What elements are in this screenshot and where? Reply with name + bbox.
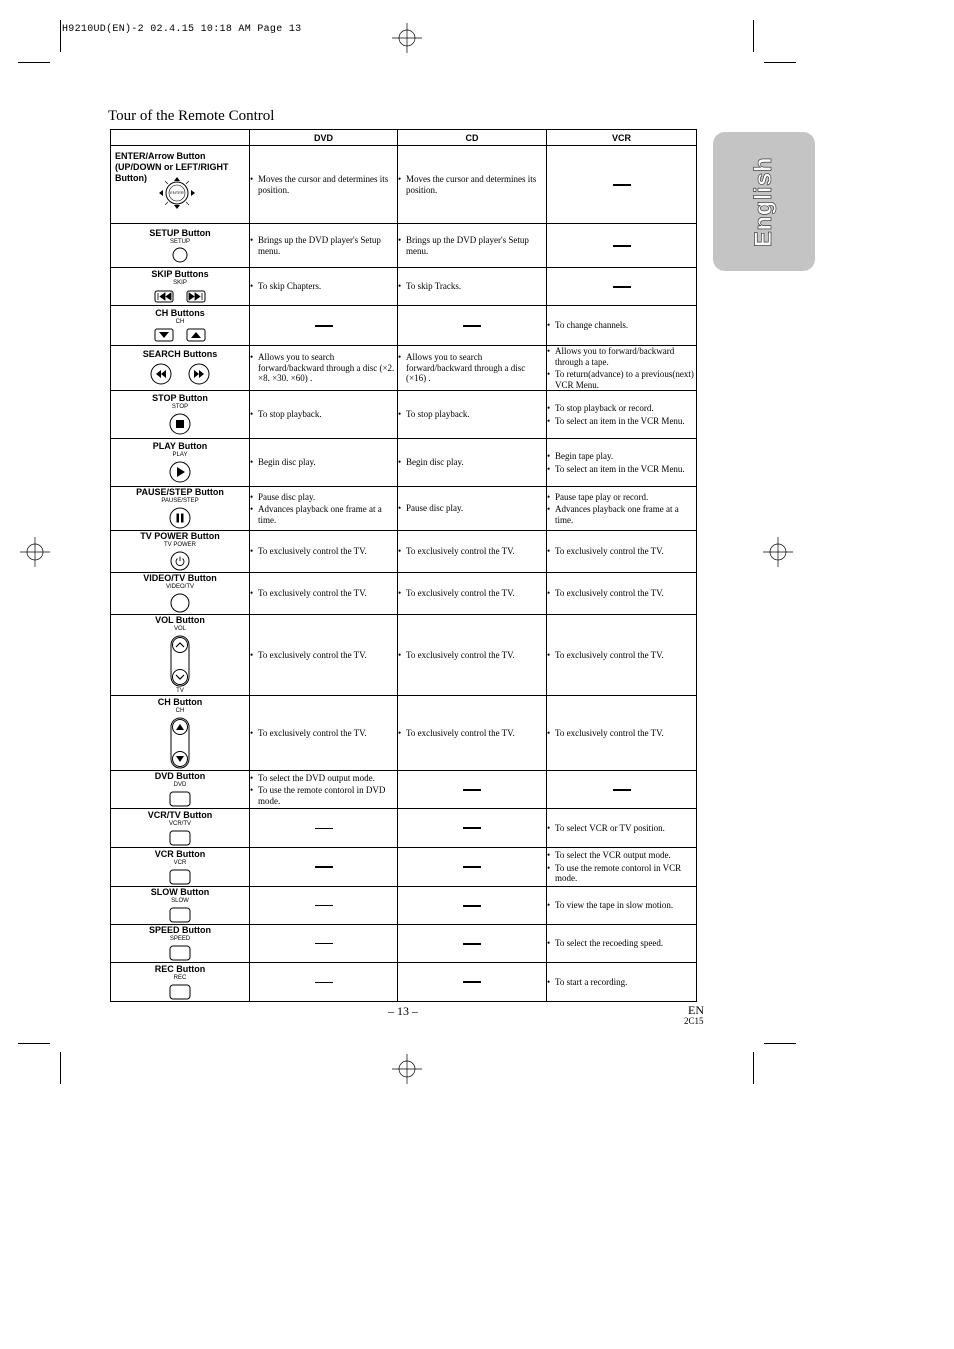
table-row [111, 439, 697, 487]
description-item: • To exclusively control the TV. [547, 650, 696, 661]
not-applicable-dash [463, 866, 481, 868]
ch-buttons-icon [148, 327, 212, 343]
button-cell [111, 439, 250, 487]
description-item: • To skip Chapters. [250, 281, 397, 292]
description-item: • To select an item in the VCR Menu. [547, 416, 696, 427]
button-cell [111, 771, 250, 809]
not-applicable-dash [463, 827, 481, 829]
button-cell [111, 887, 250, 925]
dvd-cell [250, 306, 398, 346]
language-code: EN [688, 1003, 704, 1017]
crop-mark [60, 20, 61, 52]
button-cell [111, 696, 250, 771]
dvd-cell [250, 487, 398, 531]
cd-cell [398, 531, 547, 573]
button-cell [111, 531, 250, 573]
description-item: • To exclusively control the TV. [250, 588, 397, 599]
cd-cell [398, 487, 547, 531]
button-name: ENTER/Arrow Button [115, 151, 206, 161]
table-row [111, 306, 697, 346]
button-name: SKIP Buttons [151, 269, 209, 279]
table-row [111, 346, 697, 391]
button-name: CH Button [157, 696, 203, 707]
description-item: • To exclusively control the TV. [250, 728, 397, 739]
vcr-cell [547, 771, 697, 809]
not-applicable-dash [613, 789, 631, 791]
button-caption: VCR [173, 859, 187, 866]
table-row [111, 573, 697, 615]
description-item: • To select the recoeding speed. [547, 938, 696, 949]
table-row [111, 391, 697, 439]
not-applicable-dash [613, 286, 631, 288]
remote-control-table [110, 129, 697, 1002]
vcr-cell [547, 848, 697, 887]
description-item: • To exclusively control the TV. [398, 650, 546, 661]
cd-cell [398, 887, 547, 925]
description-item: • To select an item in the VCR Menu. [547, 464, 696, 475]
description-item: • To exclusively control the TV. [398, 546, 546, 557]
description-item: • Allows you to search forward/backward through a disc (×16) . [398, 352, 546, 384]
description-item: • To stop playback. [250, 409, 397, 420]
table-row [111, 268, 697, 306]
description-item: • Advances playback one frame at a time. [250, 504, 397, 525]
button-caption: PAUSE/STEP [161, 498, 199, 504]
description-item: • To use the remote contorol in DVD mode. [250, 785, 397, 806]
button-caption: TV POWER [163, 542, 196, 548]
button-caption: SKIP [173, 280, 187, 286]
button-cell [111, 848, 250, 887]
vcr-cell [547, 487, 697, 531]
description-item: • To exclusively control the TV. [250, 650, 397, 661]
dvd-cell [250, 696, 398, 771]
button-caption: SLOW [171, 898, 189, 904]
not-applicable-dash [463, 981, 481, 983]
button-name: VIDEO/TV Button [143, 573, 217, 583]
vcr-button-icon [163, 868, 197, 886]
button-name: Button) [115, 173, 147, 183]
description-item: • To change channels. [547, 320, 696, 331]
not-applicable-dash [613, 245, 631, 247]
table-row [111, 771, 697, 809]
description-item: • To exclusively control the TV. [398, 728, 546, 739]
description-item: • Begin tape play. [547, 451, 696, 462]
crop-mark [18, 62, 50, 63]
description-item: • To exclusively control the TV. [547, 588, 696, 599]
button-name: VOL Button [155, 615, 205, 625]
table-row [111, 963, 697, 1002]
description-item: • To start a recording. [547, 977, 696, 988]
enter-label: ENTER [170, 190, 184, 195]
vcr-cell [547, 268, 697, 306]
dvd-cell [250, 146, 398, 224]
not-applicable-dash [463, 905, 481, 907]
skip-buttons-icon [148, 288, 212, 304]
dvd-cell [250, 224, 398, 268]
cd-cell [398, 963, 547, 1002]
vcr-cell [547, 224, 697, 268]
vcr-cell [547, 615, 697, 696]
description-item: • To exclusively control the TV. [398, 588, 546, 599]
not-applicable-dash [315, 905, 333, 906]
description-item: • To return(advance) to a previous(next) VCR Menu. [547, 369, 696, 390]
dvd-cell [250, 615, 398, 696]
cd-cell [398, 224, 547, 268]
enter-dial-icon [149, 173, 205, 218]
speed-button-icon [163, 944, 197, 962]
table-row [111, 146, 697, 224]
setup-button-icon [170, 247, 190, 263]
cd-cell [398, 848, 547, 887]
button-cell [111, 809, 250, 848]
cd-cell [398, 146, 547, 224]
vcr-cell [547, 925, 697, 963]
table-row [111, 925, 697, 963]
description-item: • Allows you to search forward/backward through a disc (×2. ×8. ×30. ×60) . [250, 352, 397, 384]
button-cell [111, 391, 250, 439]
button-caption: TV [176, 688, 184, 694]
power-icon [169, 550, 191, 572]
vcr-cell [547, 809, 697, 848]
crop-mark [753, 20, 754, 52]
pause-icon [168, 506, 192, 530]
description-item: • To view the tape in slow motion. [547, 900, 696, 911]
dvd-cell [250, 887, 398, 925]
not-applicable-dash [315, 982, 333, 983]
description-item: • Allows you to forward/backward through a tape. [547, 346, 696, 367]
table-row [111, 531, 697, 573]
rec-button-icon [163, 983, 197, 1001]
table-row [111, 696, 697, 771]
vcr-cell [547, 531, 697, 573]
button-cell [111, 346, 250, 391]
button-caption: DVD [173, 782, 187, 788]
print-header: H9210UD(EN)-2 02.4.15 10:18 AM Page 13 [62, 24, 302, 35]
description-item: • To select the DVD output mode. [250, 773, 397, 784]
description-item: • To stop playback or record. [547, 403, 696, 414]
button-cell [111, 963, 250, 1002]
registration-mark-icon [20, 537, 50, 567]
cd-cell [398, 696, 547, 771]
not-applicable-dash [315, 866, 333, 868]
dvd-cell [250, 268, 398, 306]
description-item: • Pause tape play or record. [547, 492, 696, 503]
description-item: • Begin disc play. [250, 457, 397, 468]
column-header-cd: CD [398, 130, 547, 146]
table-row [111, 848, 697, 887]
vcr-cell [547, 346, 697, 391]
description-item: • Begin disc play. [398, 457, 546, 468]
cd-cell [398, 615, 547, 696]
not-applicable-dash [463, 943, 481, 945]
button-cell [111, 268, 250, 306]
button-caption: VIDEO/TV [165, 584, 194, 590]
table-row [111, 224, 697, 268]
column-header-button [111, 130, 250, 146]
button-cell [111, 306, 250, 346]
description-item: • Pause disc play. [250, 492, 397, 503]
dvd-cell [250, 391, 398, 439]
button-name: DVD Button [154, 771, 206, 781]
cd-cell [398, 925, 547, 963]
button-caption: CH [175, 319, 185, 325]
cd-cell [398, 306, 547, 346]
dvd-cell [250, 573, 398, 615]
page-title: Tour of the Remote Control [108, 108, 275, 124]
button-caption: SETUP [169, 239, 190, 245]
table-row [111, 615, 697, 696]
dvd-cell [250, 531, 398, 573]
vcr-cell [547, 146, 697, 224]
button-name: VCR/TV Button [147, 809, 213, 820]
page-number: – 13 – [388, 1004, 418, 1018]
button-caption: VCR/TV [168, 820, 191, 827]
vcr-cell [547, 887, 697, 925]
cd-cell [398, 771, 547, 809]
dvd-cell [250, 809, 398, 848]
vcr-cell [547, 696, 697, 771]
button-name: VCR Button [154, 848, 206, 859]
dvd-cell [250, 771, 398, 809]
crop-mark [764, 1043, 796, 1044]
table-row [111, 809, 697, 848]
description-item: • Brings up the DVD player's Setup menu. [250, 235, 397, 256]
cd-cell [398, 391, 547, 439]
description-item: • Pause disc play. [398, 503, 546, 514]
cd-cell [398, 573, 547, 615]
not-applicable-dash [463, 325, 481, 327]
button-cell [111, 146, 250, 224]
registration-mark-icon [392, 23, 422, 53]
button-name: SEARCH Buttons [142, 349, 218, 359]
vcr-cell [547, 391, 697, 439]
button-name: (UP/DOWN or LEFT/RIGHT [115, 162, 229, 172]
video-tv-button-icon [169, 592, 191, 614]
dvd-cell [250, 963, 398, 1002]
dvd-cell [250, 925, 398, 963]
crop-mark [753, 1052, 754, 1084]
button-name: PAUSE/STEP Button [136, 487, 224, 497]
button-caption: SPEED [169, 936, 191, 942]
crop-mark [60, 1052, 61, 1084]
description-item: • To exclusively control the TV. [547, 728, 696, 739]
description-item: • Brings up the DVD player's Setup menu. [398, 235, 546, 256]
table-header-row [111, 130, 697, 146]
description-item: • To exclusively control the TV. [547, 546, 696, 557]
table-row [111, 887, 697, 925]
language-tab-label: English [750, 156, 777, 247]
column-header-dvd: DVD [250, 130, 398, 146]
language-tab [713, 132, 815, 271]
description-item: • To select VCR or TV position. [547, 823, 696, 834]
column-header-vcr: VCR [547, 130, 697, 146]
button-caption: PLAY [172, 452, 188, 458]
button-name: REC Button [154, 963, 206, 974]
button-name: CH Buttons [155, 308, 205, 318]
model-code: 2C15 [684, 1016, 704, 1026]
not-applicable-dash [613, 184, 631, 186]
vol-rocker-icon [169, 634, 191, 688]
dvd-cell [250, 346, 398, 391]
button-cell [111, 487, 250, 531]
not-applicable-dash [315, 943, 333, 944]
vcr-cell [547, 439, 697, 487]
vcr-tv-button-icon [163, 829, 197, 847]
vcr-cell [547, 306, 697, 346]
description-item: • Moves the cursor and determines its position. [250, 174, 397, 195]
slow-button-icon [163, 906, 197, 924]
crop-mark [18, 1043, 50, 1044]
not-applicable-dash [315, 828, 333, 829]
button-name: TV POWER Button [140, 531, 220, 541]
description-item: • Moves the cursor and determines its position. [398, 174, 546, 195]
button-caption: VOL [173, 626, 186, 632]
dvd-cell [250, 848, 398, 887]
button-caption: CH [175, 707, 185, 714]
cd-cell [398, 809, 547, 848]
ch-rocker-icon [169, 716, 191, 770]
description-item: • To exclusively control the TV. [250, 546, 397, 557]
dvd-button-icon [163, 790, 197, 808]
not-applicable-dash [463, 789, 481, 791]
vcr-cell [547, 573, 697, 615]
button-name: STOP Button [152, 393, 208, 403]
button-name: SETUP Button [149, 228, 211, 238]
play-icon [168, 460, 192, 484]
button-caption: STOP [171, 404, 189, 410]
button-cell [111, 224, 250, 268]
registration-mark-icon [763, 537, 793, 567]
cd-cell [398, 439, 547, 487]
description-item: • To select the VCR output mode. [547, 850, 696, 861]
search-buttons-icon [145, 361, 215, 387]
vcr-cell [547, 963, 697, 1002]
button-name: SLOW Button [150, 887, 210, 897]
description-item: • To skip Tracks. [398, 281, 546, 292]
crop-mark [764, 62, 796, 63]
description-item: • To stop playback. [398, 409, 546, 420]
cd-cell [398, 346, 547, 391]
button-cell [111, 925, 250, 963]
button-caption: REC [173, 974, 187, 981]
not-applicable-dash [315, 325, 333, 327]
registration-mark-icon [392, 1054, 422, 1084]
table-body [111, 146, 697, 1002]
button-cell [111, 573, 250, 615]
table-row [111, 487, 697, 531]
cd-cell [398, 268, 547, 306]
button-name: PLAY Button [152, 441, 208, 451]
description-item: • To use the remote contorol in VCR mode. [547, 863, 696, 884]
button-cell [111, 615, 250, 696]
button-name: SPEED Button [149, 925, 211, 935]
dvd-cell [250, 439, 398, 487]
description-item: • Advances playback one frame at a time. [547, 504, 696, 525]
stop-icon [168, 412, 192, 436]
